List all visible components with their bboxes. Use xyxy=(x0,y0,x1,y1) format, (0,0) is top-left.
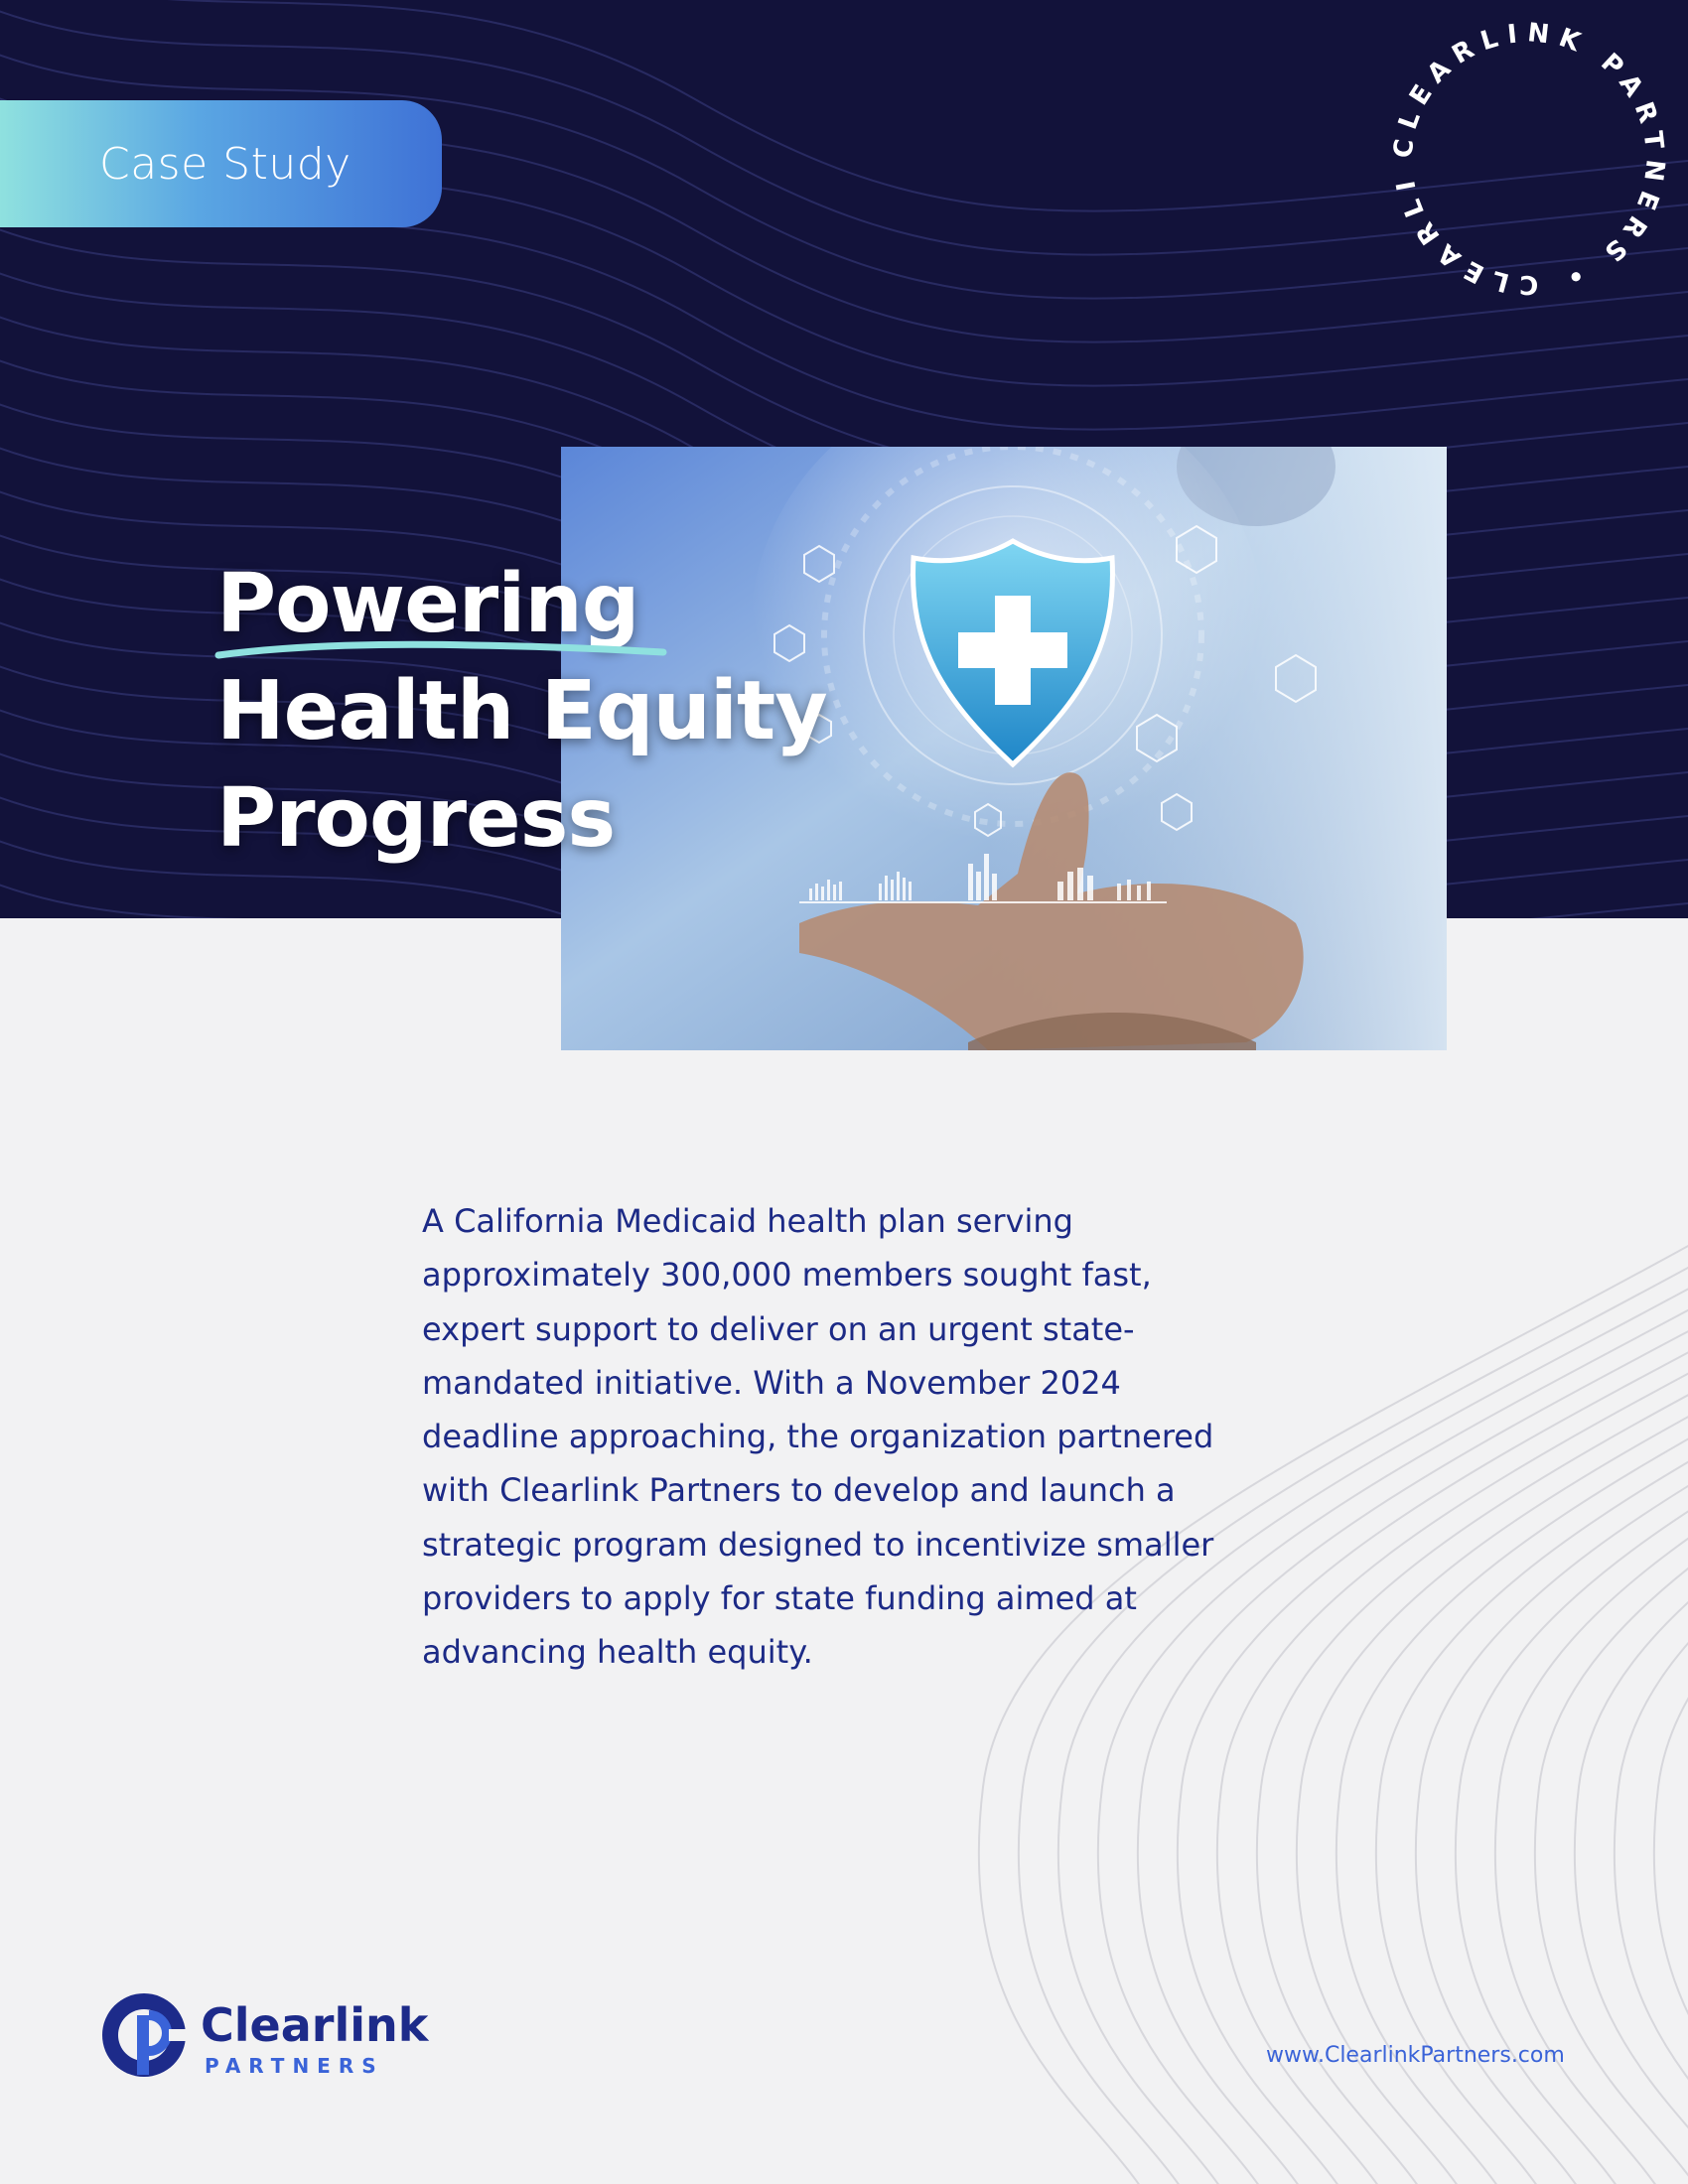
clearlink-mark-icon xyxy=(102,1993,189,2077)
title-line-1: Powering xyxy=(216,557,639,651)
intro-paragraph: A California Medicaid health plan serving approximately 300,000 members sought fast, expert support to deliver on an urgent state-mandated initiative. With a November 2024 deadline approaching, the organization partnered with Clearlink Partners to develop and launch a strategic program designed to incentivize smaller providers to apply for state funding aimed at advancing health equity. xyxy=(422,1202,1214,1672)
website-link[interactable]: www.ClearlinkPartners.com xyxy=(1266,2043,1565,2068)
logo-subtitle: PARTNERS xyxy=(205,2054,384,2078)
title-line-3: Progress xyxy=(216,771,616,866)
body-wave-line xyxy=(1535,1142,1688,2184)
case-study-label: Case Study xyxy=(99,138,352,190)
body-wave-line xyxy=(1217,1142,1688,2184)
logo-wordmark: Clearlink xyxy=(201,1998,429,2052)
body-wave-line xyxy=(1456,1142,1688,2184)
body-wave-line xyxy=(1297,1142,1688,2184)
title-line-2: Health Equity xyxy=(216,664,827,758)
body-wave-line xyxy=(1376,1142,1688,2184)
body-wave-line xyxy=(1615,1142,1688,2184)
seal-text: CLEARLINK PARTNERS • CLEARLI xyxy=(1388,18,1670,300)
clearlink-partners-logo xyxy=(99,1985,496,2085)
